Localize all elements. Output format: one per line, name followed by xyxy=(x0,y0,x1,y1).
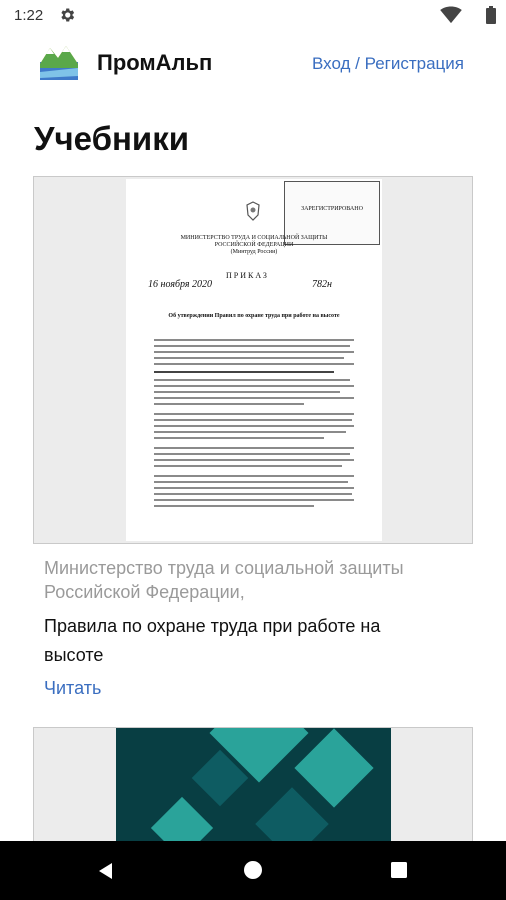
cover-spine xyxy=(120,728,130,847)
doc-text-line xyxy=(154,481,348,483)
doc-text-line xyxy=(154,371,334,373)
doc-text-line xyxy=(154,419,352,421)
mountain-logo-icon xyxy=(38,42,80,82)
doc-text-line xyxy=(154,505,314,507)
document-page xyxy=(126,179,382,541)
navigation-bar xyxy=(0,841,506,900)
doc-text-line xyxy=(154,499,354,501)
doc-text-line xyxy=(154,453,350,455)
doc-text-line xyxy=(154,437,324,439)
doc-text-line xyxy=(154,459,354,461)
app-bar xyxy=(0,32,506,96)
doc-text-line xyxy=(154,391,340,393)
book-author: Министерство труда и социальной защиты Российской Федерации, xyxy=(44,558,404,602)
book-cover-image[interactable] xyxy=(33,176,473,544)
doc-text-line xyxy=(154,379,350,381)
doc-text-line xyxy=(154,413,354,415)
app-title: ПромАльп xyxy=(97,50,213,75)
book-cover-image[interactable] xyxy=(33,727,473,847)
order-date: 16 ноября 2020 xyxy=(148,279,213,290)
doc-text-line xyxy=(154,403,304,405)
book-cover-teal xyxy=(116,728,391,847)
doc-text-line xyxy=(154,385,354,387)
doc-text-line xyxy=(154,357,344,359)
page-title: Учебники xyxy=(34,120,190,157)
ministry-short-name: (Минтруд России) xyxy=(230,249,278,255)
book-title: Правила по охране труда при работе на высоте xyxy=(44,616,381,665)
cover-shape xyxy=(255,787,329,847)
doc-text-line xyxy=(154,363,354,365)
doc-text-line xyxy=(154,425,354,427)
doc-text-line xyxy=(154,431,346,433)
read-button[interactable]: Читать xyxy=(44,678,102,698)
order-subject: Об утверждении Правил по охране труда при работе на высоте xyxy=(168,313,340,319)
doc-text-line xyxy=(154,397,354,399)
order-word: ПРИКАЗ xyxy=(226,271,269,280)
login-register-link[interactable]: Вход / Регистрация xyxy=(311,54,464,73)
status-bar xyxy=(0,0,506,32)
recent-apps-icon[interactable] xyxy=(390,861,408,879)
gear-icon xyxy=(58,6,76,24)
order-number: 782н xyxy=(312,279,332,290)
battery-icon xyxy=(486,6,496,24)
home-icon[interactable] xyxy=(243,860,263,880)
doc-text-line xyxy=(154,493,352,495)
doc-text-line xyxy=(154,351,354,353)
doc-text-line xyxy=(154,345,350,347)
back-icon[interactable] xyxy=(96,861,116,881)
coat-of-arms-icon xyxy=(244,201,262,221)
doc-text-line xyxy=(154,465,342,467)
cover-shape xyxy=(151,797,213,847)
doc-text-line xyxy=(154,339,354,341)
ministry-header: МИНИСТЕРСТВО ТРУДА И СОЦИАЛЬНОЙ ЗАЩИТЫ РОССИЙСКОЙ ФЕДЕРАЦИИ xyxy=(180,235,328,248)
wifi-icon xyxy=(440,6,462,24)
status-time: 1:22 xyxy=(14,7,44,24)
doc-text-line xyxy=(154,447,354,449)
doc-text-line xyxy=(154,487,354,489)
doc-text-line xyxy=(154,475,354,477)
stamp-text: ЗАРЕГИСТРИРОВАНО xyxy=(301,206,363,212)
cover-shape xyxy=(294,728,373,807)
